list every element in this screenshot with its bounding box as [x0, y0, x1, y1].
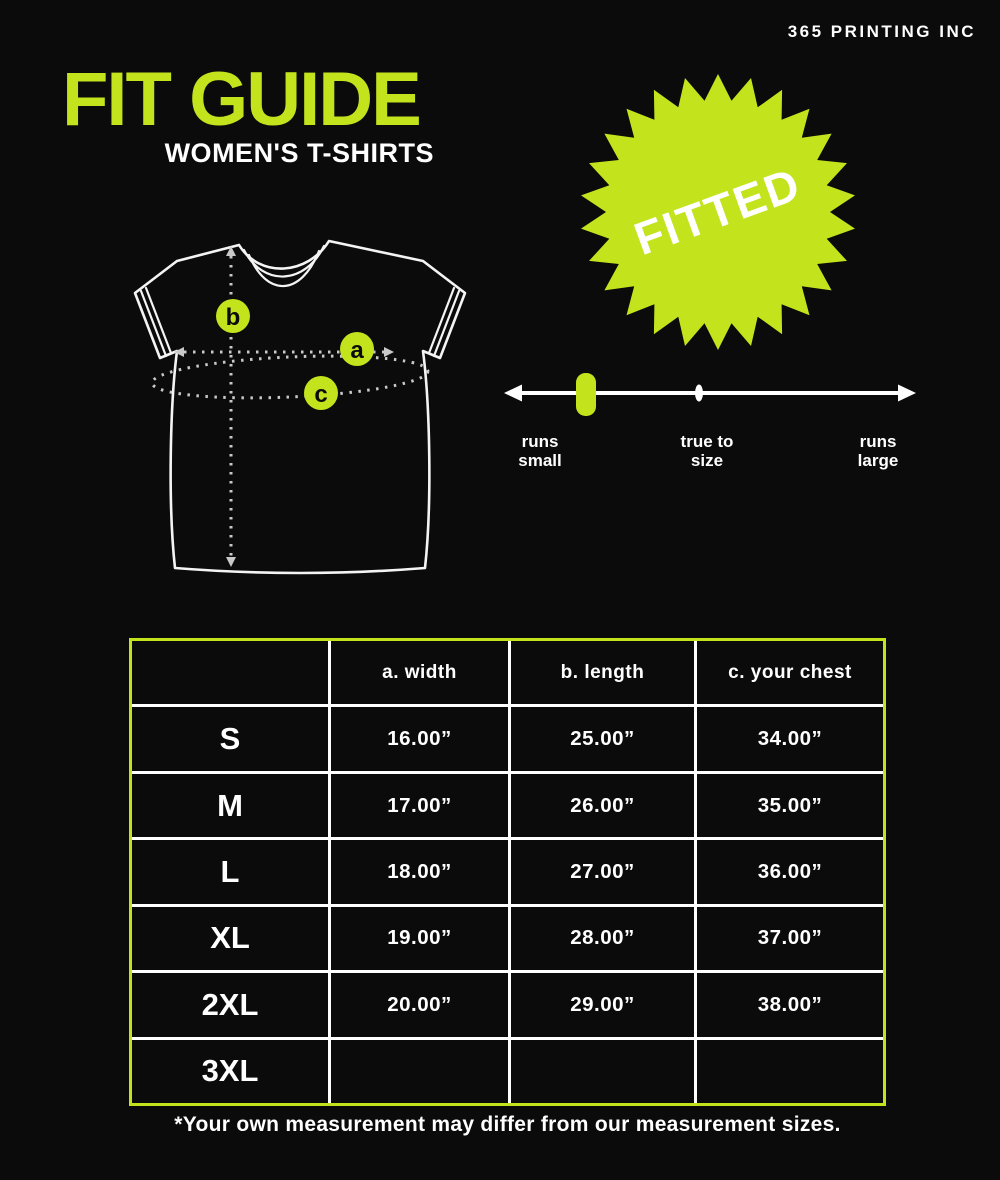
header-cell-width: a. width — [331, 641, 508, 704]
chest-value: 34.00” — [697, 707, 883, 770]
marker-c-label: c — [314, 381, 328, 408]
fit-scale — [500, 365, 920, 423]
length-value: 26.00” — [511, 774, 694, 837]
arrow-down-icon — [226, 557, 236, 567]
scale-label-line: large — [857, 450, 899, 470]
header-cell-length: b. length — [511, 641, 694, 704]
width-value: 17.00” — [331, 774, 508, 837]
fitted-badge-label: FITTED — [627, 157, 808, 266]
scale-label-line: runs — [859, 432, 897, 451]
chest-value — [697, 1040, 883, 1103]
tshirt-outline — [135, 241, 465, 573]
scale-label-runs-large — [826, 433, 930, 470]
scale-label-true-to-size — [655, 433, 759, 470]
chest-measure-ellipse — [151, 351, 428, 403]
size-label: L — [132, 840, 328, 903]
header-cell-chest: c. your chest — [697, 641, 883, 704]
scale-label-line: runs — [521, 432, 559, 451]
length-value — [511, 1040, 694, 1103]
fit-scale-marker — [576, 373, 596, 416]
size-label: M — [132, 774, 328, 837]
size-label: 2XL — [132, 973, 328, 1036]
chest-value: 37.00” — [697, 907, 883, 970]
sleeve-cuff-lines — [141, 288, 459, 356]
chest-value: 38.00” — [697, 973, 883, 1036]
brand-name: 365 PRINTING INC — [787, 22, 976, 41]
scale-arrow-left-icon — [504, 385, 522, 402]
marker-b-label: b — [225, 304, 241, 331]
scale-label-line: size — [690, 450, 724, 470]
size-label: 3XL — [132, 1040, 328, 1103]
chest-value: 35.00” — [697, 774, 883, 837]
scale-label-line: small — [518, 450, 562, 470]
length-value: 29.00” — [511, 973, 694, 1036]
page-title: FIT GUIDE — [62, 57, 420, 142]
width-value: 16.00” — [331, 707, 508, 770]
arrow-right-icon — [384, 347, 394, 357]
size-chart-table — [129, 638, 886, 1106]
marker-a-label: a — [350, 337, 364, 364]
width-value: 18.00” — [331, 840, 508, 903]
scale-arrow-right-icon — [898, 385, 916, 402]
width-value: 20.00” — [331, 973, 508, 1036]
tshirt-diagram — [120, 225, 480, 585]
width-value: 19.00” — [331, 907, 508, 970]
true-to-size-tick — [695, 385, 703, 402]
size-label: XL — [132, 907, 328, 970]
width-value — [331, 1040, 508, 1103]
scale-label-line: true to — [680, 432, 734, 451]
length-value: 27.00” — [511, 840, 694, 903]
chest-value: 36.00” — [697, 840, 883, 903]
size-label: S — [132, 707, 328, 770]
scale-label-runs-small — [495, 433, 585, 470]
length-value: 25.00” — [511, 707, 694, 770]
length-value: 28.00” — [511, 907, 694, 970]
footnote: *Your own measurement may differ from our measurement sizes. — [174, 1113, 841, 1136]
header-cell-blank — [132, 641, 328, 704]
collar-ribbing — [244, 246, 324, 286]
fitted-badge — [578, 72, 858, 352]
page-subtitle: WOMEN'S T-SHIRTS — [164, 138, 434, 168]
